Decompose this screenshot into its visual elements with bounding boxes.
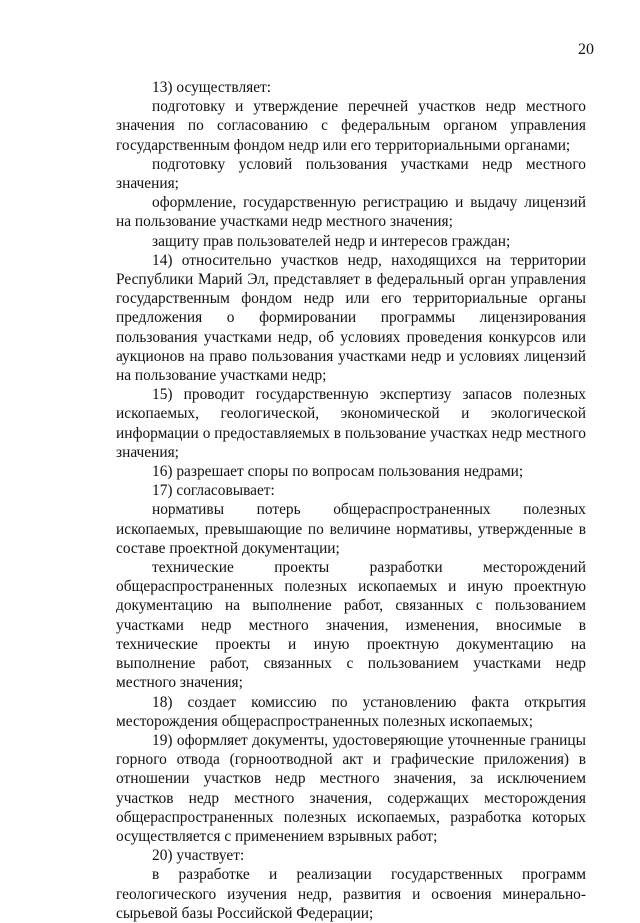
paragraph-20: 20) участвует: [152, 847, 245, 865]
paragraph-13-item-4: защиту прав пользователей недр и интересов граждан; [152, 232, 511, 250]
page-number: 20 [578, 41, 594, 58]
paragraph-19: 19) оформляет документы, удостоверяющие уточненные границы горного отвода (горноотводной акт и графические приложения) в отношении участков недр местного значения, за исключением участков недр местного значения, содержащих месторождения общераспространенных полезных ископаемых, разработка которых осуществляется с применением взрывных работ; [116, 731, 586, 845]
paragraph-15: 15) проводит государственную экспертизу запасов полезных ископаемых, геологической, экономической и экологической информации о предоставляемых в пользование участках недр местного значения; [116, 386, 586, 461]
paragraph-13: 13) осуществляет: [152, 79, 272, 96]
paragraph-17-item-2: технические проекты разработки месторождений общераспространенных полезных ископаемых и иную проектную документацию на выполнение работ, связанных с пользованием участками недр местного значения, изменения, вносимые в технические проекты и иную проектную документацию на выполнение работ, связанных с пользованием участками недр местного значения; [116, 559, 586, 692]
paragraph-16: 16) разрешает споры по вопросам пользования недрами; [152, 463, 524, 481]
paragraph-13-item-2: подготовку условий пользования участками недр местного значения; [116, 155, 586, 193]
paragraph-14: 14) относительно участков недр, находящихся на территории Республики Марий Эл, представляет в федеральный орган управления государственным фондом недр или его территориальные органы предложения о формировании программы лицензирования пользования участками недр, об условиях проведения конкурсов или аукционов на право пользования участками недр и условиях лицензий на пользование участками недр; [116, 251, 586, 385]
paragraph-13-item-3: оформление, государственную регистрацию и выдачу лицензий на пользование участками недр местного значения; [116, 194, 586, 231]
paragraph-20-item-1: в разработке и реализации государственных программ геологического изучения недр, развития и освоения минерально-сырьевой базы Российской Федерации; [116, 866, 586, 922]
paragraph-17: 17) согласовывает: [152, 482, 275, 500]
paragraph-13-item-1: подготовку и утверждение перечней участков недр местного значения по согласованию с федеральным органом управления государственным фондом недр или его территориальными органами; [116, 98, 586, 154]
document-body [116, 78, 586, 923]
paragraph-17-item-1: нормативы потерь общераспространенных полезных ископаемых, превышающие по величине нормативы, утвержденные в составе проектной документации; [116, 501, 586, 557]
paragraph-18: 18) создает комиссию по установлению факта открытия месторождения общераспространенных полезных ископаемых; [116, 693, 586, 730]
